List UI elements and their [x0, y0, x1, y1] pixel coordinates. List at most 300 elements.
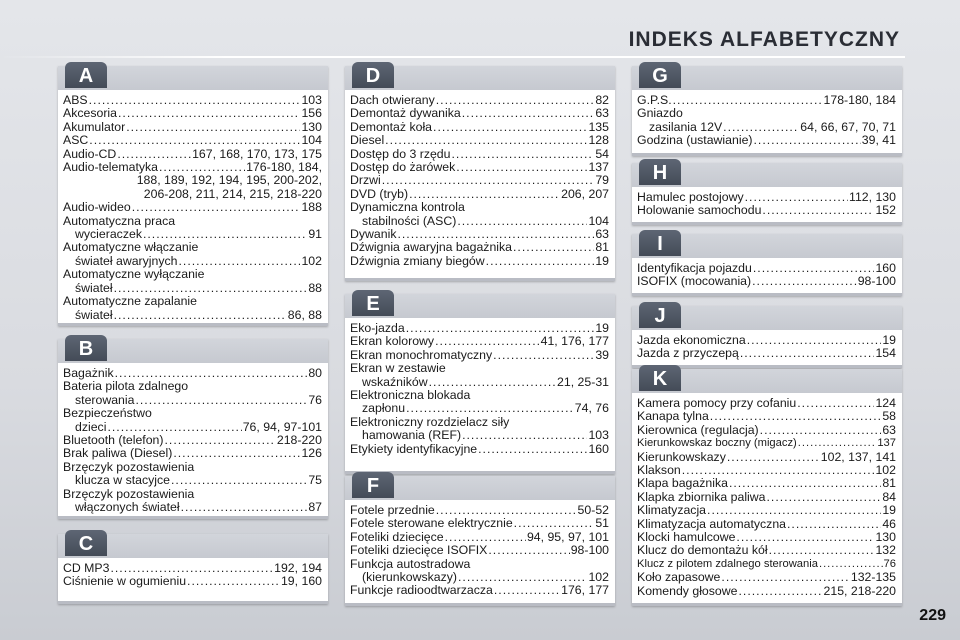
section-letter: J	[639, 302, 681, 328]
index-entry	[350, 322, 609, 335]
leader-dots	[397, 228, 594, 241]
entry-pages: 63	[595, 106, 609, 121]
entry-term: Jazda z przyczepą	[637, 346, 739, 361]
index-entry	[637, 410, 896, 423]
entry-term: ASC	[63, 133, 89, 148]
index-entry	[63, 575, 322, 588]
index-entry	[350, 255, 609, 268]
leader-dots	[721, 571, 849, 584]
entry-term: Dynamiczna kontrola	[350, 200, 465, 215]
entry-pages: 102	[588, 570, 609, 585]
entry-pages: 215, 218-220	[823, 583, 896, 598]
index-entry	[637, 437, 896, 450]
index-entry	[63, 268, 322, 295]
index-entry	[350, 584, 609, 597]
index-section-e	[345, 294, 615, 474]
index-entry	[350, 558, 609, 585]
entry-term: hamowania (REF)	[362, 428, 462, 443]
entry-term: dzieci	[75, 419, 107, 434]
entry-term: wycieraczek	[75, 227, 142, 242]
page-number: 229	[919, 607, 946, 624]
index-entry	[350, 107, 609, 120]
section-entries	[63, 367, 322, 514]
index-entry	[637, 262, 896, 275]
index-section-a	[58, 66, 328, 326]
leader-dots	[436, 504, 577, 517]
index-section-d	[345, 66, 615, 281]
entry-term: Funkcje radioodtwarzacza	[350, 583, 493, 598]
entry-pages: 80	[308, 366, 322, 380]
entry-pages: 54	[595, 146, 609, 161]
entry-pages: 176-180, 184,	[246, 160, 322, 175]
index-entry	[637, 504, 896, 517]
leader-dots	[382, 174, 595, 187]
entry-term: Bagażnik	[63, 366, 114, 380]
index-entry	[63, 107, 322, 120]
leader-dots	[723, 121, 799, 134]
page-title: INDEKS ALFABETYCZNY	[628, 28, 900, 51]
entry-pages: 76	[883, 557, 896, 570]
entry-term: Kierunkowskaz boczny (migacz)	[637, 437, 797, 450]
section-header	[345, 476, 615, 500]
entry-term: Fotele przednie	[350, 503, 435, 517]
leader-dots	[115, 367, 308, 380]
index-entry	[637, 491, 896, 504]
entry-pages-continued: 206-208, 211, 214, 215, 218-220	[143, 186, 322, 201]
section-entries	[350, 504, 609, 598]
leader-dots	[682, 464, 875, 477]
leader-dots	[707, 504, 881, 517]
title-divider	[0, 56, 905, 58]
index-section-g	[632, 66, 902, 156]
leader-dots	[727, 451, 820, 464]
entry-term: świateł awaryjnych	[75, 253, 178, 268]
entry-term: Audio-CD	[63, 146, 117, 161]
index-entry	[350, 228, 609, 241]
leader-dots	[752, 275, 857, 288]
entry-pages: 135	[588, 119, 609, 134]
entry-pages: 82	[595, 93, 609, 107]
leader-dots	[89, 134, 300, 147]
entry-pages: 63	[882, 422, 896, 437]
entry-pages: 124	[875, 396, 896, 410]
leader-dots	[143, 228, 307, 241]
index-entry	[63, 295, 322, 322]
entry-term: zasilania 12V	[649, 119, 723, 134]
entry-pages: 79	[595, 173, 609, 188]
entry-term: Godzina (ustawianie)	[637, 133, 753, 148]
entry-term: Gniazdo	[637, 106, 683, 121]
entry-term: ABS	[63, 93, 88, 107]
entry-pages: 98-100	[570, 543, 609, 558]
entry-term: Automatyczne wyłączanie	[63, 267, 205, 282]
entry-pages: 51	[595, 516, 609, 531]
leader-dots	[514, 517, 595, 530]
entry-pages: 103	[301, 93, 322, 107]
entry-term: wskaźników	[362, 374, 428, 389]
section-entries	[637, 262, 896, 289]
index-section-b	[58, 339, 328, 519]
entry-term: Dostęp do żarówek	[350, 160, 456, 175]
leader-dots	[429, 376, 556, 389]
index-entry	[350, 201, 609, 228]
entry-term: Klucz z pilotem zdalnego sterowania	[637, 557, 818, 570]
entry-term: Komendy głosowe	[637, 583, 738, 598]
entry-pages: 128	[588, 133, 609, 148]
leader-dots	[135, 394, 307, 407]
entry-pages: 58	[882, 409, 896, 424]
index-entry	[350, 544, 609, 557]
entry-pages: 19	[882, 333, 896, 347]
entry-pages: 130	[875, 530, 896, 545]
leader-dots	[171, 474, 307, 487]
leader-dots	[745, 191, 848, 204]
entry-pages: 87	[308, 500, 322, 515]
leader-dots	[406, 402, 574, 415]
index-entry	[637, 397, 896, 410]
entry-term: Brzęczyk pozostawienia	[63, 486, 195, 501]
index-entry	[637, 334, 896, 347]
leader-dots	[132, 201, 301, 214]
entry-pages: 39	[595, 347, 609, 362]
entry-pages: 76, 94, 97-101	[242, 419, 322, 434]
entry-term: Koło zapasowe	[637, 570, 721, 585]
index-entry	[637, 451, 896, 464]
index-entry	[350, 94, 609, 107]
leader-dots	[740, 347, 875, 360]
entry-term: Dźwignia zmiany biegów	[350, 253, 485, 268]
entry-term: Ekran w zestawie	[350, 361, 446, 376]
entry-pages: 132-135	[850, 570, 896, 585]
index-section-j	[632, 306, 902, 368]
section-letter: G	[639, 62, 681, 88]
index-entry	[637, 424, 896, 437]
entry-term: Ekran monochromatyczny	[350, 347, 493, 362]
section-entries	[63, 94, 322, 322]
entry-pages: 64, 66, 67, 70, 71	[800, 119, 896, 134]
leader-dots	[452, 148, 595, 161]
leader-dots	[445, 531, 526, 544]
index-entry	[63, 161, 322, 201]
entry-term: Elektroniczny rozdzielacz siły	[350, 414, 510, 429]
entry-term: świateł	[75, 280, 113, 295]
section-letter: A	[65, 62, 107, 88]
index-entry	[350, 148, 609, 161]
index-entry	[637, 518, 896, 531]
index-entry	[637, 571, 896, 584]
entry-pages: 86, 88	[287, 307, 322, 322]
entry-term: Klimatyzacja	[637, 503, 707, 518]
entry-pages: 21, 25-31	[557, 374, 609, 389]
section-letter: C	[65, 530, 107, 556]
entry-term: ISOFIX (mocowania)	[637, 274, 752, 289]
index-section-c	[58, 534, 328, 604]
index-entry	[350, 188, 609, 201]
entry-term: Diesel	[350, 133, 385, 148]
entry-term: Foteliki dziecięce ISOFIX	[350, 543, 488, 558]
section-entries	[637, 94, 896, 148]
index-entry	[63, 241, 322, 268]
leader-dots	[738, 585, 822, 598]
entry-term: Klakson	[637, 463, 681, 478]
index-entry	[63, 134, 322, 147]
index-entry	[63, 434, 322, 447]
entry-term: Elektroniczna blokada	[350, 388, 471, 403]
section-header	[345, 294, 615, 318]
entry-pages: 126	[301, 446, 322, 461]
entry-pages: 81	[882, 476, 896, 491]
index-section-f	[345, 476, 615, 606]
entry-pages: 75	[308, 473, 322, 488]
entry-term: Drzwi	[350, 173, 381, 188]
entry-term: stabilności (ASC)	[362, 213, 457, 228]
index-entry	[637, 134, 896, 147]
entry-term: Bezpieczeństwo	[63, 406, 152, 421]
index-section-k	[632, 369, 902, 606]
leader-dots	[457, 215, 587, 228]
leader-dots	[736, 531, 874, 544]
section-header	[58, 339, 328, 363]
leader-dots	[179, 255, 301, 268]
entry-term: Etykiety identyfikacyjne	[350, 441, 478, 456]
leader-dots	[436, 94, 595, 107]
entry-pages: 102	[301, 253, 322, 268]
entry-pages-continued: 188, 189, 192, 194, 195, 200-202,	[136, 173, 322, 188]
leader-dots	[747, 334, 882, 347]
index-entry	[350, 121, 609, 134]
leader-dots	[114, 282, 308, 295]
leader-dots	[458, 571, 587, 584]
entry-pages: 19	[882, 503, 896, 518]
entry-pages: 76	[308, 392, 322, 407]
entry-pages: 156	[301, 106, 322, 121]
section-entries	[63, 562, 322, 589]
leader-dots	[117, 148, 191, 161]
leader-dots	[787, 518, 881, 531]
leader-dots	[89, 94, 301, 107]
section-header	[632, 66, 902, 90]
entry-pages: 192, 194	[274, 561, 322, 575]
entry-pages: 160	[588, 441, 609, 456]
section-header	[345, 66, 615, 90]
entry-term: Dźwignia awaryjna bagażnika	[350, 240, 512, 255]
leader-dots	[729, 477, 881, 490]
leader-dots	[462, 429, 587, 442]
leader-dots	[513, 241, 594, 254]
section-letter: K	[639, 365, 681, 391]
entry-term: Dostęp do 3 rzędu	[350, 146, 451, 161]
section-letter: E	[352, 290, 394, 316]
entry-pages: 152	[875, 203, 896, 218]
index-entry	[63, 201, 322, 214]
entry-term: CD MP3	[63, 561, 110, 575]
entry-term: Fotele sterowane elektrycznie	[350, 516, 513, 531]
index-entry	[637, 347, 896, 360]
entry-pages: 188	[301, 200, 322, 215]
section-entries	[350, 322, 609, 456]
entry-term: Akcesoria	[63, 106, 117, 121]
entry-term: Automatyczna praca	[63, 213, 176, 228]
index-entry	[637, 477, 896, 490]
entry-term: Eko-jazda	[350, 321, 405, 335]
entry-pages: 176, 177	[561, 583, 609, 598]
section-letter: H	[639, 159, 681, 185]
entry-pages: 81	[595, 240, 609, 255]
entry-term: Dach otwierany	[350, 93, 435, 107]
index-entry	[637, 585, 896, 598]
leader-dots	[433, 121, 587, 134]
entry-term: Brzęczyk pozostawienia	[63, 459, 195, 474]
entry-pages: 104	[588, 213, 609, 228]
section-entries	[350, 94, 609, 268]
index-entry	[63, 447, 322, 460]
entry-pages: 98-100	[857, 274, 896, 289]
index-entry	[63, 488, 322, 515]
entry-term: Ekran kolorowy	[350, 334, 435, 349]
entry-pages: 104	[301, 133, 322, 148]
entry-term: zapłonu	[362, 401, 406, 416]
section-entries	[637, 191, 896, 218]
leader-dots	[797, 397, 874, 410]
index-entry	[350, 174, 609, 187]
entry-pages: 137	[588, 160, 609, 175]
entry-term: Klucz do demontażu kół	[637, 543, 768, 558]
leader-dots	[114, 309, 287, 322]
section-entries	[637, 334, 896, 361]
leader-dots	[760, 424, 882, 437]
entry-term: Klapka zbiornika paliwa	[637, 489, 766, 504]
section-letter: F	[352, 472, 394, 498]
entry-pages: 63	[595, 227, 609, 242]
leader-dots	[385, 134, 587, 147]
leader-dots	[110, 562, 273, 575]
entry-term: włączonych świateł	[75, 500, 180, 515]
leader-dots	[819, 558, 883, 571]
index-entry	[637, 204, 896, 217]
entry-pages: 46	[882, 516, 896, 531]
section-header	[58, 534, 328, 558]
index-entry	[350, 531, 609, 544]
index-entry	[637, 94, 896, 107]
entry-pages: 102	[875, 463, 896, 478]
index-entry	[637, 191, 896, 204]
section-letter: B	[65, 335, 107, 361]
entry-pages: 103	[588, 428, 609, 443]
leader-dots	[486, 255, 595, 268]
index-entry	[63, 94, 322, 107]
index-section-h	[632, 163, 902, 225]
entry-term: Funkcja autostradowa	[350, 556, 471, 571]
leader-dots	[409, 188, 560, 201]
entry-term: Audio-wideo	[63, 200, 131, 215]
entry-pages: 130	[301, 119, 322, 134]
index-entry	[637, 275, 896, 288]
entry-term: Foteliki dziecięce	[350, 529, 444, 544]
entry-term: świateł	[75, 307, 113, 322]
section-letter: I	[639, 230, 681, 256]
leader-dots	[406, 322, 595, 335]
entry-term: Akumulator	[63, 119, 126, 134]
entry-term: Kamera pomocy przy cofaniu	[637, 396, 797, 410]
entry-term: sterowania	[75, 392, 135, 407]
leader-dots	[753, 262, 875, 275]
leader-dots	[126, 121, 300, 134]
entry-term: Klimatyzacja automatyczna	[637, 516, 786, 531]
leader-dots	[107, 421, 241, 434]
entry-term: Jazda ekonomiczna	[637, 333, 746, 347]
entry-pages: 19	[595, 321, 609, 335]
entry-pages: 167, 168, 170, 173, 175	[192, 146, 322, 161]
leader-dots	[478, 443, 587, 456]
leader-dots	[173, 447, 300, 460]
index-entry	[63, 215, 322, 242]
entry-pages: 19, 160	[280, 574, 322, 589]
index-section-i	[632, 234, 902, 296]
entry-term: Dywanik	[350, 227, 397, 242]
leader-dots	[494, 584, 560, 597]
leader-dots	[165, 434, 276, 447]
index-entry	[637, 544, 896, 557]
entry-pages: 218-220	[276, 433, 322, 448]
leader-dots	[435, 335, 540, 348]
entry-term: Demontaż dywanika	[350, 106, 461, 121]
index-entry	[350, 517, 609, 530]
index-entry	[637, 558, 896, 571]
section-header	[632, 163, 902, 187]
index-entry	[63, 380, 322, 407]
entry-term: Kierunkowskazy	[637, 449, 726, 464]
leader-dots	[767, 491, 882, 504]
entry-pages: 84	[882, 489, 896, 504]
leader-dots	[762, 204, 874, 217]
leader-dots	[710, 410, 882, 423]
entry-pages: 102, 137, 141	[820, 449, 896, 464]
index-entry	[350, 389, 609, 416]
index-entry	[63, 367, 322, 380]
index-entry	[350, 335, 609, 348]
index-entry	[350, 504, 609, 517]
entry-term: G.P.S.	[637, 93, 672, 107]
entry-term: Audio-telematyka	[63, 160, 159, 175]
leader-dots	[118, 107, 300, 120]
entry-term: Demontaż koła	[350, 119, 433, 134]
entry-term: Klocki hamulcowe	[637, 530, 736, 545]
leader-dots	[456, 161, 587, 174]
section-header	[632, 306, 902, 330]
entry-pages: 50-52	[577, 503, 609, 517]
index-entry	[350, 349, 609, 362]
entry-pages: 132	[875, 543, 896, 558]
leader-dots	[159, 161, 245, 174]
entry-pages: 88	[308, 280, 322, 295]
index-entry	[350, 241, 609, 254]
index-entry	[63, 407, 322, 434]
leader-dots	[754, 134, 861, 147]
leader-dots	[673, 94, 823, 107]
index-entry	[63, 461, 322, 488]
index-entry	[637, 464, 896, 477]
entry-pages: 206, 207	[561, 186, 609, 201]
entry-pages: 154	[875, 346, 896, 361]
section-entries	[637, 397, 896, 598]
entry-term: Kanapa tylna	[637, 409, 709, 424]
index-entry	[637, 107, 896, 134]
index-entry	[63, 562, 322, 575]
section-header	[632, 234, 902, 258]
entry-term: Holowanie samochodu	[637, 203, 762, 218]
index-entry	[63, 148, 322, 161]
entry-term: Automatyczne zapalanie	[63, 294, 197, 309]
